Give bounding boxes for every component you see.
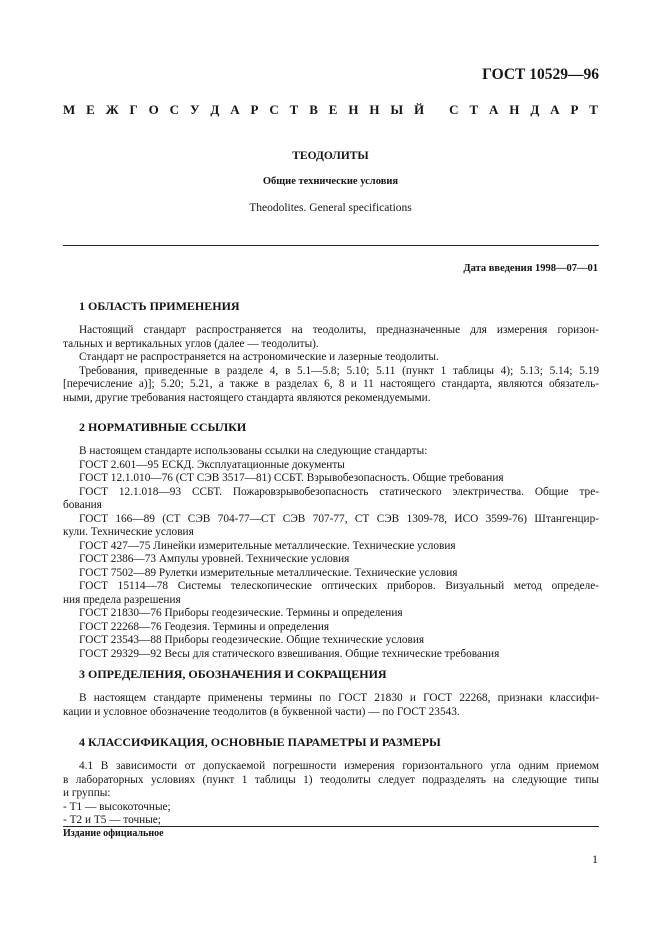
reference-item: ГОСТ 12.1.018—93 ССБТ. Пожаровзрывобезопасность статического электричества. Общие тре- xyxy=(79,485,599,498)
banner-letter: М xyxy=(63,102,77,117)
banner-letter: С xyxy=(449,102,460,117)
banner-letter: А xyxy=(550,102,561,117)
reference-item: кули. Технические условия xyxy=(63,526,194,538)
banner-letter: А xyxy=(489,102,500,117)
s3-line: В настоящем стандарте применены термины по ГОСТ 21830 и ГОСТ 22268, признаки классифи- xyxy=(79,692,599,704)
s4-line: 4.1 В зависимости от допускаемой погрешности измерения горизонтального угла одним приемом xyxy=(79,760,599,772)
reference-item: ГОСТ 23543—88 Приборы геодезические. Общие технические условия xyxy=(79,634,425,646)
reference-item: ния предела разрешения xyxy=(63,593,181,606)
section-1-body xyxy=(63,324,599,405)
banner-letter: Т xyxy=(469,102,480,117)
reference-item: ГОСТ 427—75 Линейки измерительные металлические. Технические условия xyxy=(79,539,456,552)
banner-letter: Й xyxy=(414,102,426,117)
section-3-heading: 3 ОПРЕДЕЛЕНИЯ, ОБОЗНАЧЕНИЯ И СОКРАЩЕНИЯ xyxy=(79,667,387,681)
section-2-heading: 2 НОРМАТИВНЫЕ ССЫЛКИ xyxy=(79,420,247,434)
list-item: - Т2 и Т5 — точные; xyxy=(63,814,161,826)
document-title: ТЕОДОЛИТЫ xyxy=(292,150,369,162)
reference-item: бования xyxy=(63,499,102,511)
banner-letter: Е xyxy=(86,102,96,117)
section-4-body xyxy=(63,760,599,828)
s1-line: ными, другие требования настоящего стандарта являются рекомендуемыми. xyxy=(63,391,431,404)
section-1-heading: 1 ОБЛАСТЬ ПРИМЕНЕНИЯ xyxy=(79,299,240,313)
banner-letter: Г xyxy=(129,102,139,117)
effective-date: Дата введения 1998—07—01 xyxy=(463,263,598,274)
banner-letter: Т xyxy=(289,102,300,117)
page-number: 1 xyxy=(592,852,598,866)
s4-line: в лабораторных условиях (пункт 1 таблицы 1) теодолиты следует подразделять на следующие типы xyxy=(63,773,599,786)
section-2-body xyxy=(63,445,599,661)
banner-letter: О xyxy=(148,102,160,117)
s1-line: [перечисление а)]; 5.20; 5.21, а также в разделах 6, 8 и 11 настоящего стандарта, являются обязатель- xyxy=(63,378,599,390)
banner-letter: Р xyxy=(570,102,580,117)
banner-letter: С xyxy=(169,102,181,117)
section-3-body xyxy=(63,692,599,719)
reference-item: ГОСТ 12.1.010—76 (СТ СЭВ 3517—81) ССБТ. Взрывобезопасность. Общие требования xyxy=(79,472,504,484)
banner-letter: Н xyxy=(509,102,521,117)
banner-letter: Н xyxy=(369,102,381,117)
s4-line: и группы: xyxy=(63,787,111,799)
title-divider xyxy=(63,245,599,246)
s1-line: Требования, приведенные в разделе 4, в 5.1—5.8; 5.10; 5.11 (пункт 1 таблицы 4); 5.13; 5.14; 5.19 xyxy=(79,364,599,377)
banner-letter xyxy=(435,102,439,118)
document-english-title: Theodolites. General specifications xyxy=(249,202,412,214)
reference-item: ГОСТ 15114—78 Системы телескопические оптических приборов. Визуальный метод определе- xyxy=(79,580,599,592)
list-item: - Т1 — высокоточные; xyxy=(63,800,171,813)
banner-letter: Д xyxy=(530,102,541,117)
banner-letter: Н xyxy=(348,102,360,117)
document-subtitle: Общие технические условия xyxy=(262,176,399,187)
banner-letter: У xyxy=(189,102,201,117)
standard-type-banner xyxy=(63,102,599,118)
s1-line: тальных и вертикальных углов (далее — теодолиты). xyxy=(63,337,319,350)
reference-item: ГОСТ 2.601—95 ЕСКД. Эксплуатационные документы xyxy=(79,458,345,471)
reference-item: ГОСТ 29329—92 Весы для статического взвешивания. Общие технические требования xyxy=(79,647,500,660)
edition-note: Издание официальное xyxy=(63,828,164,839)
banner-letter: В xyxy=(309,102,319,117)
standard-code: ГОСТ 10529—96 xyxy=(482,66,599,83)
s2-line: В настоящем стандарте использованы ссылки на следующие стандарты: xyxy=(79,445,428,457)
s1-line: Настоящий стандарт распространяется на теодолиты, предназначенные для измерения горизон- xyxy=(79,324,599,336)
banner-letter: Т xyxy=(589,102,599,117)
banner-letter: Р xyxy=(250,102,260,117)
banner-letter: Ж xyxy=(105,102,120,117)
reference-item: ГОСТ 7502—89 Рулетки измерительные металлические. Технические условия xyxy=(79,566,458,579)
reference-item: ГОСТ 2386—73 Ампулы уровней. Технические условия xyxy=(79,553,350,565)
s1-line: Стандарт не распространяется на астрономические и лазерные теодолиты. xyxy=(79,351,439,363)
section-4-heading: 4 КЛАССИФИКАЦИЯ, ОСНОВНЫЕ ПАРАМЕТРЫ И РАЗМЕРЫ xyxy=(79,735,441,749)
banner-letter: А xyxy=(230,102,241,117)
reference-item: ГОСТ 166—89 (СТ СЭВ 704-77—СТ СЭВ 707-77, СТ СЭВ 1309-78, ИСО 3599-76) Штангенцир- xyxy=(79,512,599,525)
banner-letter: С xyxy=(269,102,280,117)
banner-letter: Ы xyxy=(390,102,405,117)
banner-letter: Д xyxy=(210,102,221,117)
footer-divider xyxy=(63,826,599,827)
s3-line: кации и условное обозначение теодолитов (в буквенной части) — по ГОСТ 23543. xyxy=(63,705,460,718)
banner-letter: Е xyxy=(328,102,339,117)
reference-item: ГОСТ 21830—76 Приборы геодезические. Термины и определения xyxy=(79,607,403,619)
reference-item: ГОСТ 22268—76 Геодезия. Термины и определения xyxy=(79,620,330,633)
